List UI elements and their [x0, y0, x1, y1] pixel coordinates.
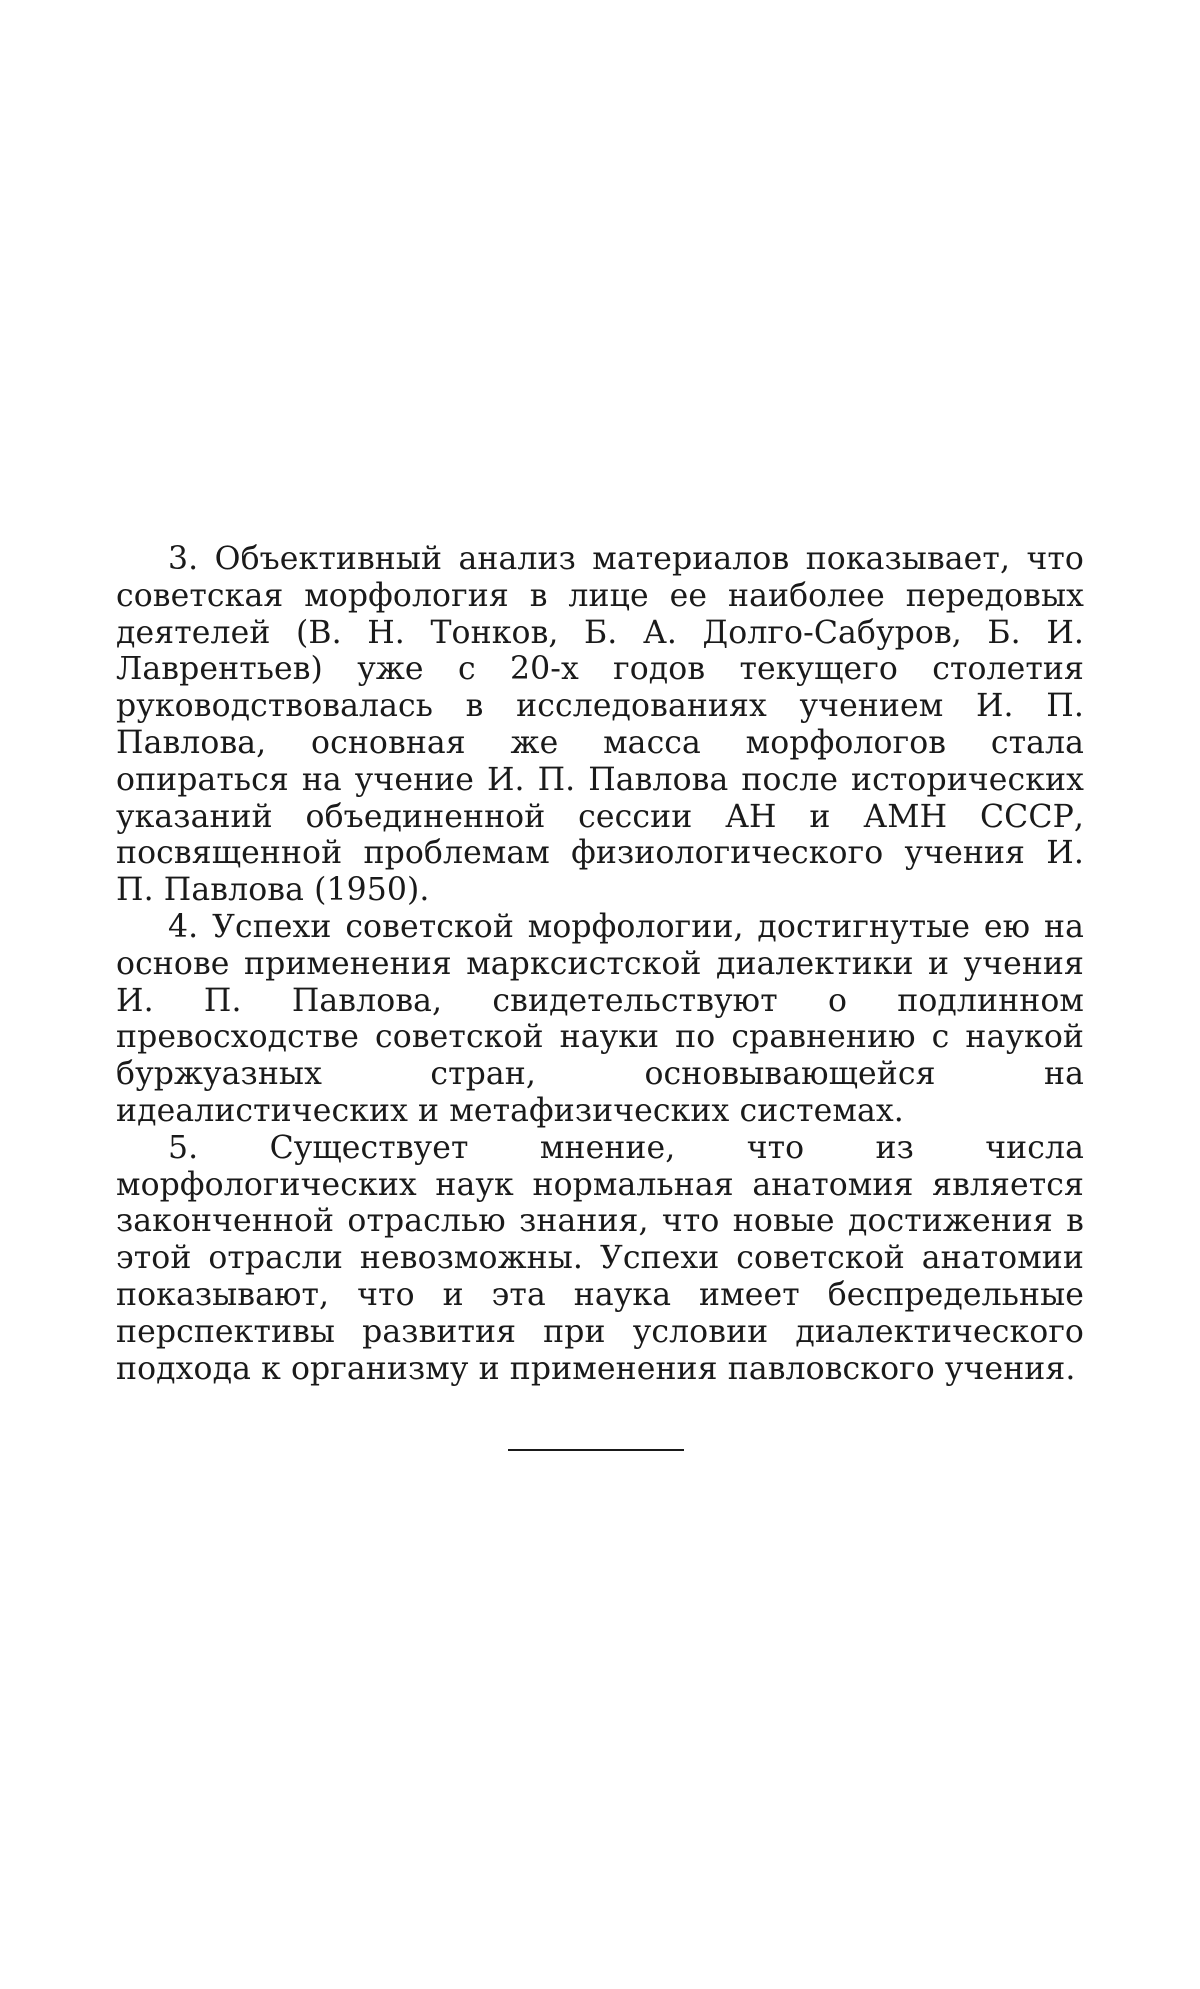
- section-end-rule: [508, 1449, 684, 1451]
- paragraph-3: 3. Объективный анализ материалов показывает, что советская морфология в лице ее наиболее передовых деятелей (В. Н. Тонков, Б. А. Долго-Сабуров, Б. И. Лаврентьев) уже с 20-х годов текущего столетия руководствовалась в исследованиях учением И. П. Павлова, основная же масса морфологов стала опираться на учение И. П. Павлова после исторических указаний объединенной сессии АН и АМН СССР, посвященной проблемам физиологического учения И. П. Павлова (1950).: [116, 541, 1084, 909]
- paragraph-5: 5. Существует мнение, что из числа морфологических наук нормальная анатомия является законченной отраслью знания, что новые достижения в этой отрасли невозможны. Успехи советской анатомии показывают, что и эта наука имеет беспредельные перспективы развития при условии диалектического подхода к организму и применения павловского учения.: [116, 1129, 1084, 1387]
- conclusions-text-block: [116, 541, 1084, 1387]
- paragraph-4: 4. Успехи советской морфологии, достигнутые ею на основе применения марксистской диалектики и учения И. П. Павлова, свидетельствуют о подлинном превосходстве советской науки по сравнению с наукой буржуазных стран, основывающейся на идеалистических и метафизических системах.: [116, 908, 1084, 1129]
